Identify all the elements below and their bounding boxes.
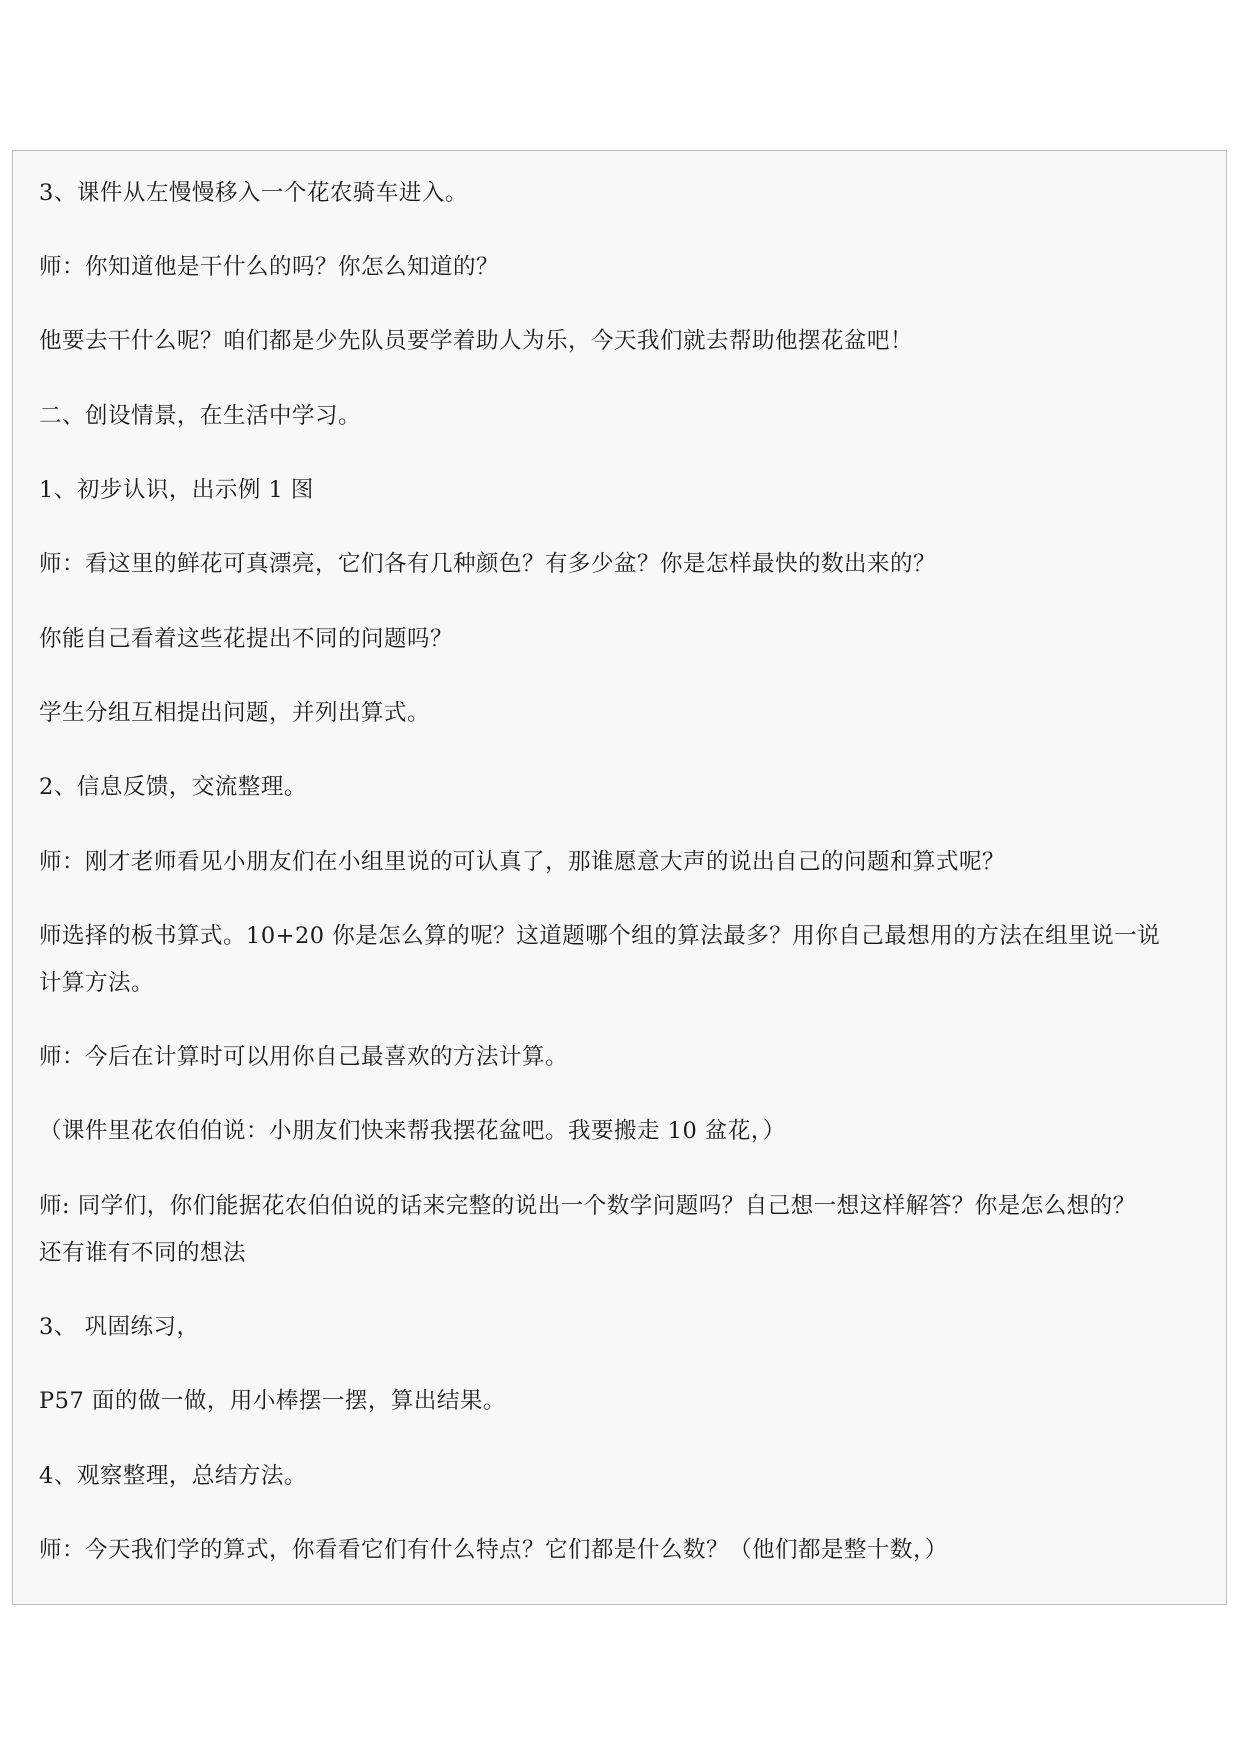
paragraph-16: P57 面的做一做，用小棒摆一摆，算出结果。 xyxy=(39,1388,506,1414)
paragraph-5: 1、初步认识，出示例 1 图 xyxy=(39,477,314,503)
document-frame xyxy=(12,150,1227,1605)
paragraph-1: 3、课件从左慢慢移入一个花农骑车进入。 xyxy=(39,180,468,206)
paragraph-18: 师：今天我们学的算式，你看看它们有什么特点？它们都是什么数？（他们都是整十数，） xyxy=(39,1537,948,1563)
paragraph-12: 师：今后在计算时可以用你自己最喜欢的方法计算。 xyxy=(39,1044,569,1070)
paragraph-14-line-2: 还有谁有不同的想法 xyxy=(39,1240,247,1266)
paragraph-17: 4、观察整理，总结方法。 xyxy=(39,1463,307,1489)
paragraph-13: （课件里花农伯伯说：小朋友们快来帮我摆花盆吧。我要搬走 10 盆花，） xyxy=(39,1118,786,1144)
paragraph-2: 师：你知道他是干什么的吗？你怎么知道的？ xyxy=(39,254,500,280)
section-heading-2: 二、创设情景，在生活中学习。 xyxy=(39,403,362,429)
paragraph-10: 师：刚才老师看见小朋友们在小组里说的可认真了，那谁愿意大声的说出自己的问题和算式呢？ xyxy=(39,849,1006,875)
paragraph-8: 学生分组互相提出问题，并列出算式。 xyxy=(39,700,431,726)
paragraph-3: 他要去干什么呢？咱们都是少先队员要学着助人为乐，今天我们就去帮助他摆花盆吧！ xyxy=(39,328,914,354)
paragraph-11-line-1: 师选择的板书算式。10+20 你是怎么算的呢？这道题哪个组的算法最多？用你自己最想用的方法在组里说一说 xyxy=(39,923,1161,949)
paragraph-9: 2、信息反馈，交流整理。 xyxy=(39,774,307,800)
paragraph-14-line-1: 师: 同学们，你们能据花农伯伯说的话来完整的说出一个数学问题吗？自己想一想这样解答？你是怎么想的？ xyxy=(39,1193,1136,1219)
paragraph-7: 你能自己看着这些花提出不同的问题吗？ xyxy=(39,626,454,652)
paragraph-15: 3、 巩固练习， xyxy=(39,1314,200,1340)
paragraph-6: 师：看这里的鲜花可真漂亮，它们各有几种颜色？有多少盆？你是怎样最快的数出来的？ xyxy=(39,551,937,577)
paragraph-11-line-2: 计算方法。 xyxy=(39,970,155,996)
